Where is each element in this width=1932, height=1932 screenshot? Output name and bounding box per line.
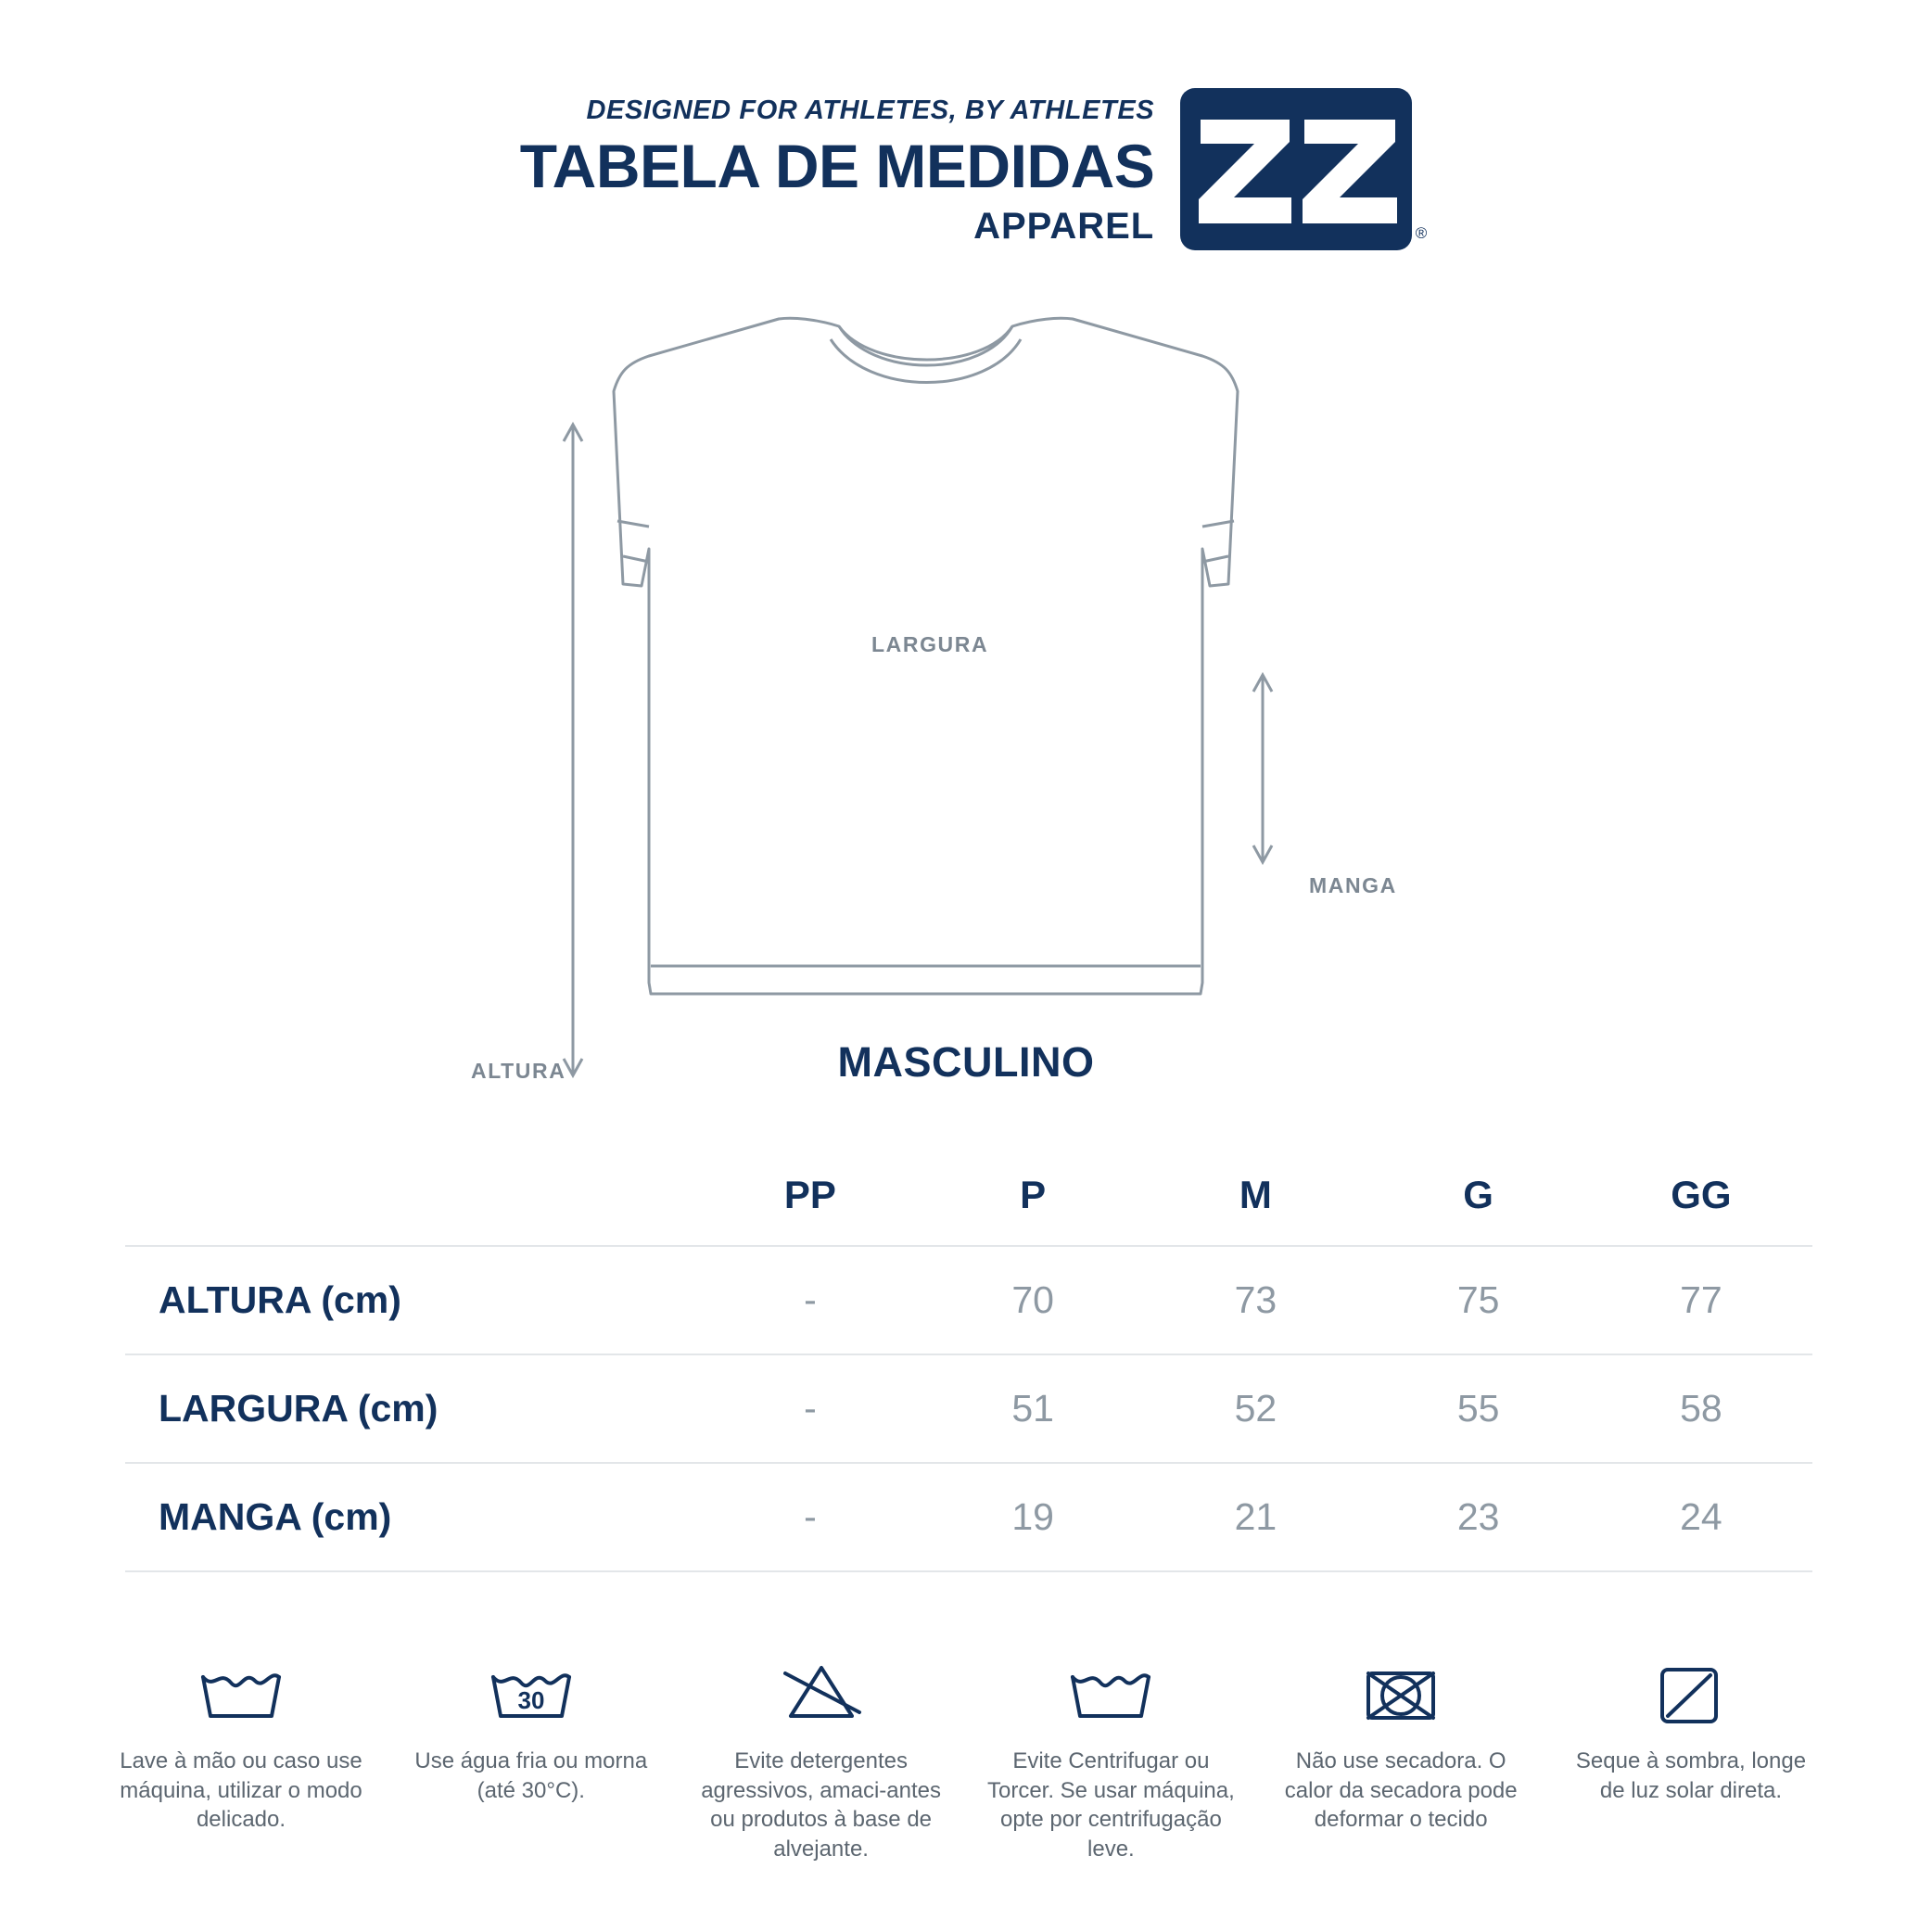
- header-text-block: [520, 88, 1181, 248]
- cell-largura-m: 52: [1234, 1387, 1277, 1430]
- z2-logo-icon: [1180, 88, 1412, 250]
- table-corner-cell: [125, 1173, 699, 1246]
- tshirt-illustration: [0, 306, 1932, 1140]
- measurements-table: [125, 1173, 1812, 1572]
- care-item-hand-wash: [111, 1650, 371, 1864]
- dry-in-shade-icon: [1561, 1650, 1821, 1734]
- no-bleach-icon: [692, 1650, 951, 1734]
- cell-manga-pp: -: [804, 1495, 817, 1538]
- registered-mark: ®: [1415, 224, 1428, 242]
- table-row: [125, 1246, 1812, 1354]
- table-header-row: [125, 1173, 1812, 1246]
- cell-manga-g: 23: [1456, 1495, 1500, 1538]
- column-header-g: G: [1463, 1173, 1493, 1216]
- hand-wash-icon: [111, 1650, 371, 1734]
- svg-text:30: 30: [517, 1686, 545, 1714]
- care-text: Seque à sombra, longe de luz solar direta.: [1575, 1748, 1807, 1803]
- column-header-p: P: [1020, 1173, 1047, 1216]
- cell-manga-m: 21: [1234, 1495, 1277, 1538]
- row-label-manga: MANGA (cm): [159, 1495, 392, 1538]
- page-title: TABELA DE MEDIDAS: [519, 132, 1155, 200]
- cell-manga-p: 19: [1011, 1495, 1054, 1538]
- no-wring-icon: [981, 1650, 1240, 1734]
- care-text: Use água fria ou morna (até 30°C).: [414, 1748, 648, 1803]
- care-text: Evite detergentes agressivos, amaci-antes ou produtos à base de alvejante.: [701, 1748, 941, 1862]
- garment-diagram: [0, 306, 1932, 1140]
- label-height: ALTURA: [471, 1059, 566, 1083]
- care-text: Não use secadora. O calor da secadora pode deformar o tecido: [1284, 1748, 1518, 1833]
- care-instructions: [111, 1650, 1821, 1864]
- cell-largura-p: 51: [1011, 1387, 1054, 1430]
- care-item-no-wring: [981, 1650, 1240, 1864]
- care-text: Evite Centrifugar ou Torcer. Se usar máquina, opte por centrifugação leve.: [986, 1748, 1235, 1862]
- page-header: [0, 88, 1932, 250]
- cell-largura-g: 55: [1456, 1387, 1500, 1430]
- column-header-pp: PP: [783, 1173, 836, 1216]
- no-tumble-dry-icon: [1271, 1650, 1531, 1734]
- cell-altura-gg: 77: [1680, 1278, 1722, 1321]
- care-item-dry-in-shade: [1561, 1650, 1821, 1864]
- label-width: LARGURA: [871, 632, 989, 656]
- page-subtitle: APPAREL: [973, 206, 1155, 247]
- cell-largura-gg: 58: [1680, 1387, 1722, 1430]
- care-item-wash-30: [401, 1650, 661, 1864]
- brand-logo: [1180, 88, 1428, 250]
- label-sleeve: MANGA: [1309, 873, 1397, 897]
- column-header-gg: GG: [1671, 1173, 1732, 1216]
- care-text: Lave à mão ou caso use máquina, utilizar o modo delicado.: [120, 1748, 362, 1833]
- table-row: [125, 1463, 1812, 1571]
- column-header-m: M: [1239, 1173, 1272, 1216]
- wash-30-degrees-icon: [401, 1650, 661, 1734]
- row-label-largura: LARGURA (cm): [159, 1387, 439, 1430]
- row-label-altura: ALTURA (cm): [159, 1278, 401, 1321]
- table-row: [125, 1354, 1812, 1463]
- cell-altura-g: 75: [1456, 1278, 1500, 1321]
- garment-label: MASCULINO: [837, 1038, 1095, 1086]
- cell-largura-pp: -: [804, 1387, 817, 1430]
- care-item-no-tumble-dry: [1271, 1650, 1531, 1864]
- care-item-no-bleach: [692, 1650, 951, 1864]
- cell-manga-gg: 24: [1680, 1495, 1722, 1538]
- cell-altura-p: 70: [1011, 1278, 1054, 1321]
- cell-altura-m: 73: [1234, 1278, 1277, 1321]
- tagline: DESIGNED FOR ATHLETES, BY ATHLETES: [586, 95, 1155, 125]
- cell-altura-pp: -: [804, 1278, 817, 1321]
